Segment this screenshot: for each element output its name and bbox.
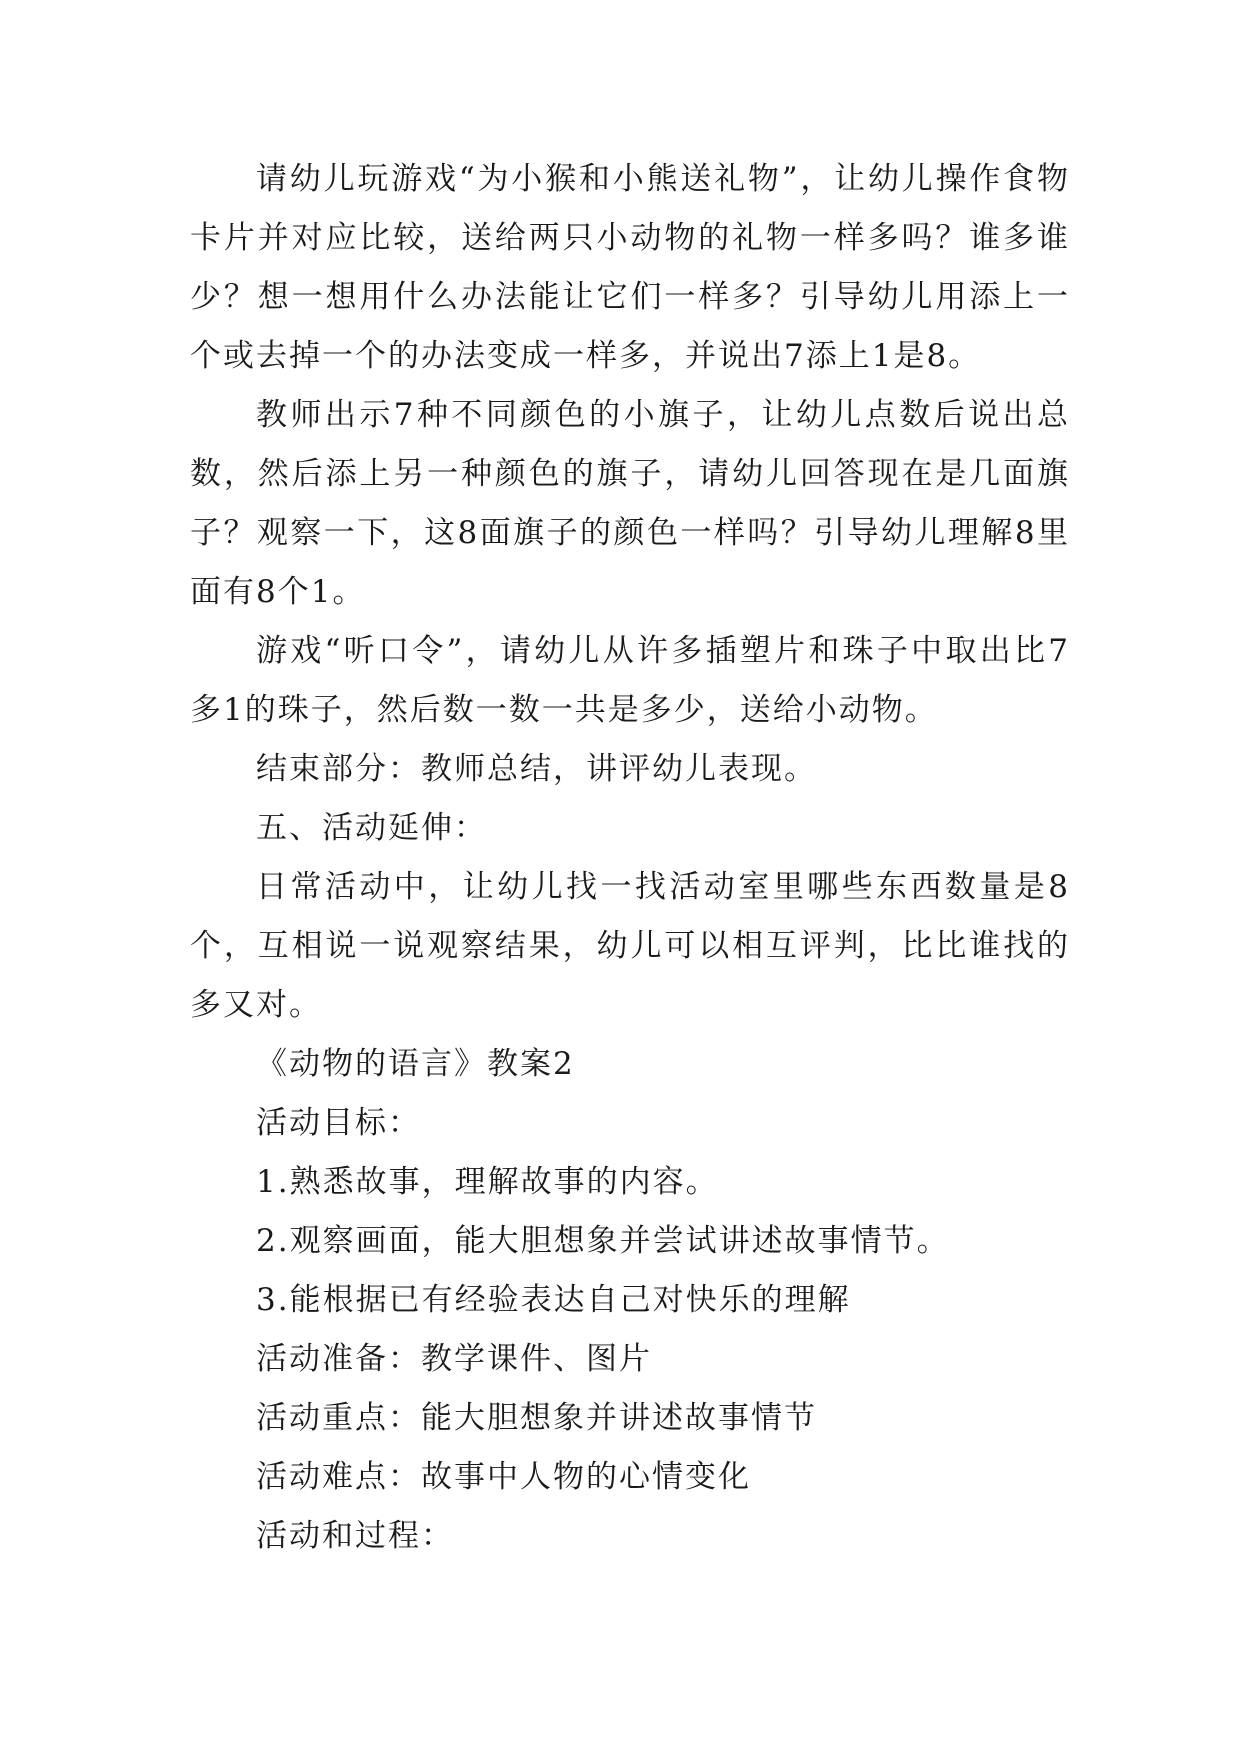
goal-item: 3.能根据已有经验表达自己对快乐的理解	[256, 1282, 851, 1318]
heading-goals: 活动目标：	[256, 1105, 421, 1141]
heading-extension: 五、活动延伸：	[256, 810, 487, 846]
section-title: 《动物的语言》教案2	[256, 1046, 575, 1082]
paragraph-conclusion: 结束部分：教师总结，讲评幼儿表现。	[256, 751, 817, 787]
paragraph-gift-game: 请幼儿玩游戏“为小猴和小熊送礼物”，让幼儿操作食物卡片并对应比较，送给两只小动物的礼物一样多吗？谁多谁少？想一想用什么办法能让它们一样多？引导幼儿用添上一个或去掉一个的办法变成一样多，并说出7添上1是8。	[190, 161, 1070, 374]
key-point-line: 活动重点：能大胆想象并讲述故事情节	[256, 1400, 817, 1436]
preparation-line: 活动准备：教学课件、图片	[256, 1341, 652, 1377]
paragraph-flags: 教师出示7种不同颜色的小旗子，让幼儿点数后说出总数，然后添上另一种颜色的旗子，请幼儿回答现在是几面旗子？观察一下，这8面旗子的颜色一样吗？引导幼儿理解8里面有8个1。	[190, 397, 1070, 610]
document-body	[190, 150, 1070, 1566]
paragraph-daily-activity: 日常活动中，让幼儿找一找活动室里哪些东西数量是8个，互相说一说观察结果，幼儿可以相互评判，比比谁找的多又对。	[190, 869, 1070, 1023]
difficulty-line: 活动难点：故事中人物的心情变化	[256, 1459, 751, 1495]
goal-item: 2.观察画面，能大胆想象并尝试讲述故事情节。	[256, 1223, 950, 1259]
goal-item: 1.熟悉故事，理解故事的内容。	[256, 1164, 719, 1200]
heading-process: 活动和过程：	[256, 1518, 454, 1554]
paragraph-listen-game: 游戏“听口令”，请幼儿从许多插塑片和珠子中取出比7多1的珠子，然后数一数一共是多少，送给小动物。	[190, 633, 1070, 728]
